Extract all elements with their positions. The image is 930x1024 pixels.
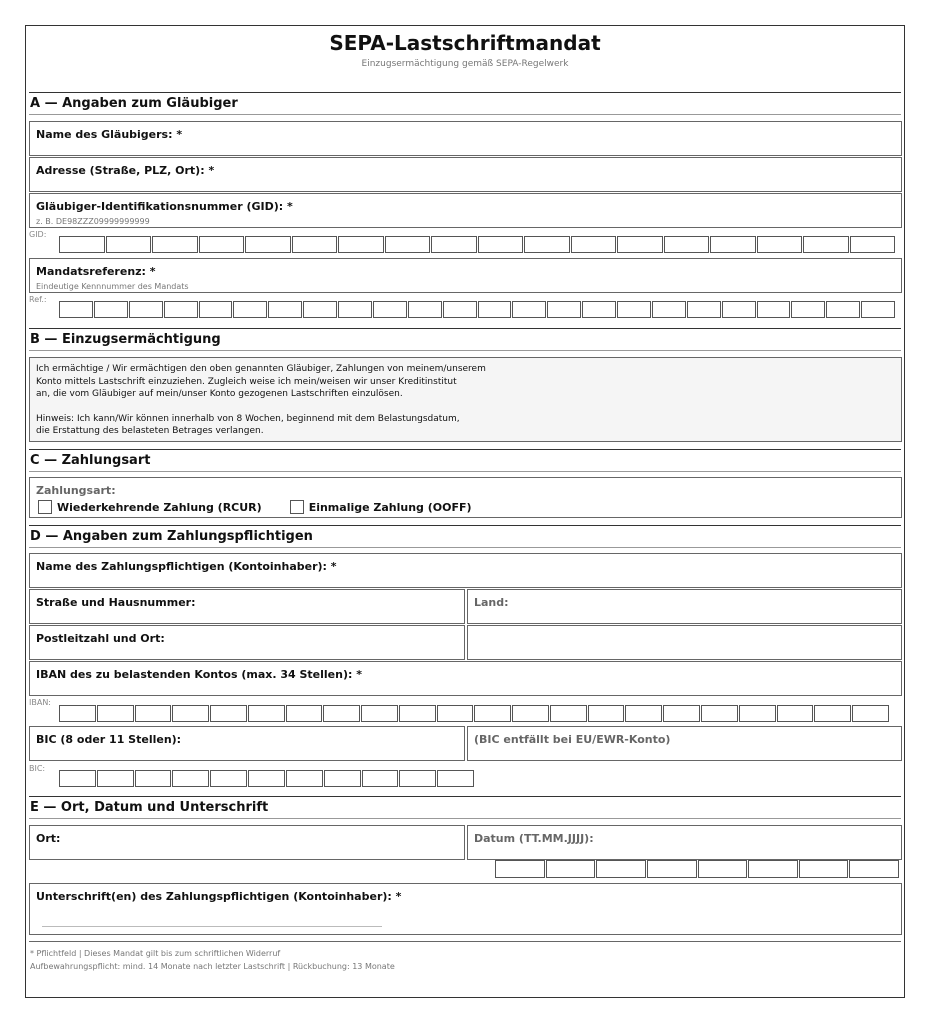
character-box[interactable] bbox=[722, 301, 756, 318]
recurring-payment-label: Wiederkehrende Zahlung (RCUR) bbox=[57, 500, 262, 514]
character-box[interactable] bbox=[852, 705, 889, 722]
street-field[interactable] bbox=[29, 589, 465, 624]
creditor-name-label: Name des Gläubigers: * bbox=[36, 128, 183, 141]
character-box[interactable] bbox=[172, 770, 209, 787]
zip-city-field[interactable] bbox=[29, 625, 465, 660]
place-field[interactable] bbox=[29, 825, 465, 860]
character-box[interactable] bbox=[199, 301, 233, 318]
authorization-line: Ich ermächtige / Wir ermächtigen den oben genannten Gläubiger, Zahlungen von meinem/unserem bbox=[36, 364, 486, 374]
character-box[interactable] bbox=[59, 301, 93, 318]
character-box[interactable] bbox=[338, 236, 384, 253]
character-box[interactable] bbox=[861, 301, 895, 318]
country-field[interactable] bbox=[467, 589, 902, 624]
payment-type-options bbox=[38, 500, 472, 514]
character-box[interactable] bbox=[164, 301, 198, 318]
character-box[interactable] bbox=[94, 301, 128, 318]
section-d-header bbox=[29, 525, 901, 548]
authorization-line: an, die vom Gläubiger auf mein/unser Konto gezogenen Lastschriften einzulösen. bbox=[36, 389, 403, 399]
character-box[interactable] bbox=[210, 770, 247, 787]
character-box[interactable] bbox=[399, 770, 436, 787]
mandate-ref-comb[interactable] bbox=[59, 301, 895, 318]
section-b-header bbox=[29, 328, 901, 351]
street-label: Straße und Hausnummer: bbox=[36, 596, 196, 609]
character-box[interactable] bbox=[245, 236, 291, 253]
character-box[interactable] bbox=[233, 301, 267, 318]
section-e-heading: E — Ort, Datum und Unterschrift bbox=[30, 800, 269, 815]
footer-divider bbox=[29, 941, 901, 942]
footer-line-1: * Pflichtfeld | Dieses Mandat gilt bis zum schriftlichen Widerruf bbox=[30, 949, 281, 958]
character-box[interactable] bbox=[698, 860, 748, 878]
one-time-payment-label: Einmalige Zahlung (OOFF) bbox=[308, 500, 472, 514]
bic-note: (BIC entfällt bei EU/EWR-Konto) bbox=[474, 733, 671, 746]
character-box[interactable] bbox=[582, 301, 616, 318]
character-box[interactable] bbox=[431, 236, 477, 253]
character-box[interactable] bbox=[571, 236, 617, 253]
place-label: Ort: bbox=[36, 832, 61, 845]
character-box[interactable] bbox=[588, 705, 625, 722]
character-box[interactable] bbox=[324, 770, 361, 787]
character-box[interactable] bbox=[617, 301, 651, 318]
character-box[interactable] bbox=[135, 705, 172, 722]
authorization-text-box bbox=[29, 357, 902, 442]
sepa-mandate-form bbox=[25, 25, 905, 998]
character-box[interactable] bbox=[97, 705, 134, 722]
character-box[interactable] bbox=[652, 301, 686, 318]
authorization-text bbox=[36, 363, 895, 438]
character-box[interactable] bbox=[524, 236, 570, 253]
character-box[interactable] bbox=[512, 705, 549, 722]
creditor-address-label: Adresse (Straße, PLZ, Ort): * bbox=[36, 164, 215, 177]
character-box[interactable] bbox=[664, 236, 710, 253]
section-c-header bbox=[29, 449, 901, 472]
character-box[interactable] bbox=[757, 301, 791, 318]
page-subtitle: Einzugsermächtigung gemäß SEPA-Regelwerk bbox=[361, 59, 569, 69]
section-d-heading: D — Angaben zum Zahlungspflichtigen bbox=[30, 529, 313, 544]
character-box[interactable] bbox=[647, 860, 697, 878]
character-box[interactable] bbox=[478, 236, 524, 253]
character-box[interactable] bbox=[550, 705, 587, 722]
zip-city-extra-field[interactable] bbox=[467, 625, 902, 660]
character-box[interactable] bbox=[338, 301, 372, 318]
character-box[interactable] bbox=[106, 236, 152, 253]
character-box[interactable] bbox=[385, 236, 431, 253]
mandate-ref-prefix: Ref.: bbox=[29, 295, 47, 304]
section-c-heading: C — Zahlungsart bbox=[30, 453, 151, 468]
iban-comb[interactable] bbox=[59, 705, 889, 722]
character-box[interactable] bbox=[408, 301, 442, 318]
character-box[interactable] bbox=[596, 860, 646, 878]
character-box[interactable] bbox=[248, 705, 285, 722]
footer-line-2: Aufbewahrungspflicht: mind. 14 Monate nach letzter Lastschrift | Rückbuchung: 13 Monate bbox=[30, 962, 395, 971]
character-box[interactable] bbox=[129, 301, 163, 318]
character-box[interactable] bbox=[210, 705, 247, 722]
character-box[interactable] bbox=[172, 705, 209, 722]
character-box[interactable] bbox=[373, 301, 407, 318]
date-field-box bbox=[467, 825, 902, 860]
character-box[interactable] bbox=[248, 770, 285, 787]
character-box[interactable] bbox=[135, 770, 172, 787]
one-time-payment-checkbox[interactable] bbox=[290, 500, 304, 514]
character-box[interactable] bbox=[739, 705, 776, 722]
section-b-heading: B — Einzugsermächtigung bbox=[30, 332, 221, 347]
character-box[interactable] bbox=[199, 236, 245, 253]
character-box[interactable] bbox=[303, 301, 337, 318]
character-box[interactable] bbox=[323, 705, 360, 722]
refund-note-line: Hinweis: Ich kann/Wir können innerhalb von 8 Wochen, beginnend mit dem Belastungsdatum, bbox=[36, 413, 460, 424]
character-box[interactable] bbox=[617, 236, 663, 253]
recurring-payment-checkbox[interactable] bbox=[38, 500, 52, 514]
mandate-ref-label: Mandatsreferenz: * bbox=[36, 265, 156, 278]
country-label: Land: bbox=[474, 596, 509, 609]
creditor-name-field[interactable] bbox=[29, 121, 902, 156]
character-box[interactable] bbox=[97, 770, 134, 787]
character-box[interactable] bbox=[757, 236, 803, 253]
character-box[interactable] bbox=[791, 301, 825, 318]
character-box[interactable] bbox=[59, 705, 96, 722]
character-box[interactable] bbox=[286, 705, 323, 722]
gid-comb[interactable] bbox=[59, 236, 895, 253]
character-box[interactable] bbox=[399, 705, 436, 722]
bic-comb[interactable] bbox=[59, 770, 474, 787]
mandate-ref-field-box bbox=[29, 258, 902, 293]
section-e-header bbox=[29, 796, 901, 819]
iban-label: IBAN des zu belastenden Kontos (max. 34 Stellen): * bbox=[36, 668, 362, 681]
character-box[interactable] bbox=[625, 705, 662, 722]
character-box[interactable] bbox=[850, 236, 896, 253]
character-box[interactable] bbox=[547, 301, 581, 318]
character-box[interactable] bbox=[849, 860, 899, 878]
character-box[interactable] bbox=[478, 301, 512, 318]
character-box[interactable] bbox=[777, 705, 814, 722]
page-title: SEPA-Lastschriftmandat bbox=[329, 31, 601, 55]
character-box[interactable] bbox=[268, 301, 302, 318]
refund-note-line: die Erstattung des belasteten Betrages verlangen. bbox=[36, 426, 264, 436]
signature-label: Unterschrift(en) des Zahlungspflichtigen (Kontoinhaber): * bbox=[36, 890, 402, 903]
creditor-address-field[interactable] bbox=[29, 157, 902, 192]
character-box[interactable] bbox=[546, 860, 596, 878]
signature-line bbox=[42, 926, 382, 927]
section-a-header bbox=[29, 92, 901, 115]
bic-label: BIC (8 oder 11 Stellen): bbox=[36, 733, 182, 746]
character-box[interactable] bbox=[814, 705, 851, 722]
character-box[interactable] bbox=[362, 770, 399, 787]
bic-prefix: BIC: bbox=[29, 764, 46, 773]
zip-city-label: Postleitzahl und Ort: bbox=[36, 632, 165, 645]
character-box[interactable] bbox=[663, 705, 700, 722]
character-box[interactable] bbox=[286, 770, 323, 787]
mandate-ref-hint: Eindeutige Kennnummer des Mandats bbox=[36, 282, 189, 291]
character-box[interactable] bbox=[59, 236, 105, 253]
character-box[interactable] bbox=[710, 236, 756, 253]
section-a-heading: A — Angaben zum Gläubiger bbox=[30, 96, 238, 111]
character-box[interactable] bbox=[799, 860, 849, 878]
character-box[interactable] bbox=[474, 705, 511, 722]
character-box[interactable] bbox=[437, 770, 474, 787]
date-label: Datum (TT.MM.JJJJ): bbox=[474, 832, 594, 845]
iban-field-box bbox=[29, 661, 902, 696]
character-box[interactable] bbox=[292, 236, 338, 253]
iban-prefix: IBAN: bbox=[29, 698, 51, 707]
character-box[interactable] bbox=[512, 301, 546, 318]
bic-note-box bbox=[467, 726, 902, 761]
authorization-line: Konto mittels Lastschrift einzuziehen. Zugleich weise ich mein/weisen wir unser Kreditinstitut bbox=[36, 376, 457, 387]
gid-field-box bbox=[29, 193, 902, 228]
character-box[interactable] bbox=[495, 860, 545, 878]
signature-box[interactable] bbox=[29, 883, 902, 935]
gid-label: Gläubiger-Identifikationsnummer (GID): * bbox=[36, 200, 293, 213]
payment-type-box bbox=[29, 477, 902, 518]
gid-prefix: GID: bbox=[29, 230, 47, 239]
gid-hint: z. B. DE98ZZZ09999999999 bbox=[36, 217, 150, 226]
character-box[interactable] bbox=[748, 860, 798, 878]
character-box[interactable] bbox=[59, 770, 96, 787]
character-box[interactable] bbox=[826, 301, 860, 318]
character-box[interactable] bbox=[152, 236, 198, 253]
character-box[interactable] bbox=[803, 236, 849, 253]
date-comb[interactable] bbox=[495, 860, 899, 878]
character-box[interactable] bbox=[687, 301, 721, 318]
payment-type-label: Zahlungsart: bbox=[36, 484, 116, 497]
character-box[interactable] bbox=[701, 705, 738, 722]
debtor-name-field[interactable] bbox=[29, 553, 902, 588]
debtor-name-label: Name des Zahlungspflichtigen (Kontoinhaber): * bbox=[36, 560, 337, 573]
character-box[interactable] bbox=[443, 301, 477, 318]
bic-field-box bbox=[29, 726, 465, 761]
character-box[interactable] bbox=[361, 705, 398, 722]
character-box[interactable] bbox=[437, 705, 474, 722]
